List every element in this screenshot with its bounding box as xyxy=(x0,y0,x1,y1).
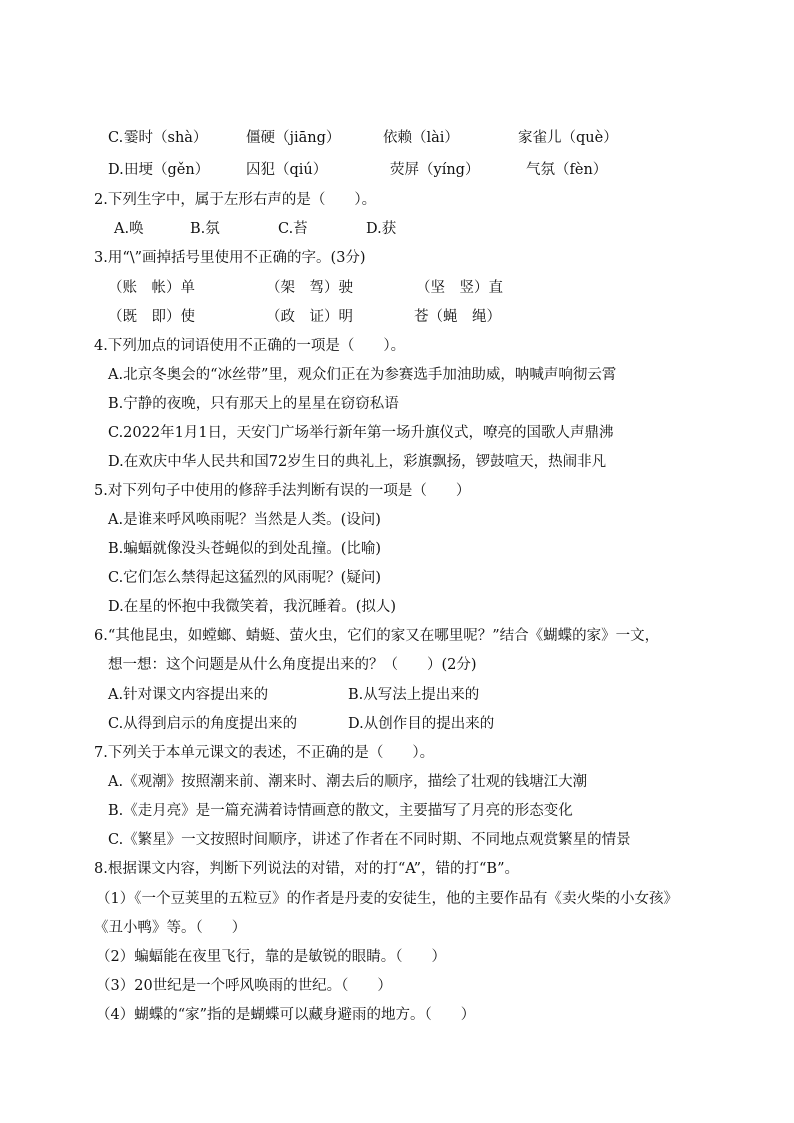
q6-stem-line-1: 6.“其他昆虫，如螳螂、蜻蜓、萤火虫，它们的家又在哪里呢？”结合《蝴蝶的家》一文， xyxy=(94,628,660,644)
q3-row2-item-1: （既 即）使 xyxy=(108,309,195,325)
q7-option-c: C.《繁星》一文按照时间顺序，讲述了作者在不同时期、不同地点观赏繁星的情景 xyxy=(108,832,631,848)
q1-option-d-item-2: 囚犯（qiú） xyxy=(246,162,328,178)
q4-stem: 4.下列加点的词语使用不正确的一项是（ ）。 xyxy=(94,338,406,354)
q4-option-d: D.在欢庆中华人民共和国72岁生日的典礼上，彩旗飘扬，锣鼓喧天，热闹非凡 xyxy=(108,454,607,470)
q6-option-b: B.从写法上提出来的 xyxy=(348,687,480,703)
q8-item-2: （2）蝙蝠能在夜里飞行，靠的是敏锐的眼睛。（ ） xyxy=(96,949,446,965)
q1-option-d-item-1: 田埂（gěn） xyxy=(124,162,210,178)
q1-option-c-item-4: 家雀儿（què） xyxy=(518,130,618,146)
q4-option-c: C.2022年1月1日，天安门广场举行新年第一场升旗仪式，嘹亮的国歌人声鼎沸 xyxy=(108,425,614,441)
q7-stem: 7.下列关于本单元课文的表述，不正确的是（ ）。 xyxy=(94,745,435,761)
q3-row1-item-3: （坚 竖）直 xyxy=(416,280,503,296)
q1-option-d-item-3: 荧屏（yíng） xyxy=(390,162,480,178)
q5-stem: 5.对下列句子中使用的修辞手法判断有误的一项是（ ） xyxy=(94,483,471,499)
q5-option-b: B.蝙蝠就像没头苍蝇似的到处乱撞。(比喻) xyxy=(108,541,382,557)
q3-stem: 3.用“\”画掉括号里使用不正确的字。(3分) xyxy=(94,250,366,266)
q8-item-4: （4）蝴蝶的“家”指的是蝴蝶可以藏身避雨的地方。（ ） xyxy=(96,1007,476,1023)
q8-item-1-line-1: （1）《一个豆荚里的五粒豆》的作者是丹麦的安徒生，他的主要作品有《卖火柴的小女孩》 xyxy=(96,891,678,907)
q2-option-d: D.获 xyxy=(366,221,397,237)
q3-row1-item-2: （架 驾）驶 xyxy=(266,280,353,296)
q6-option-c: C.从得到启示的角度提出来的 xyxy=(108,716,298,732)
q8-stem: 8.根据课文内容，判断下列说法的对错，对的打“A”，错的打“B”。 xyxy=(94,861,519,877)
q1-option-c-item-3: 依赖（lài） xyxy=(383,130,459,146)
q3-row2-item-3: 苍（蝇 绳） xyxy=(414,309,501,325)
q2-option-c: C.苔 xyxy=(278,221,308,237)
q8-item-1-line-2: 《丑小鸭》等。（ ） xyxy=(94,920,247,936)
q6-option-a: A.针对课文内容提出来的 xyxy=(108,687,269,703)
q2-stem: 2.下列生字中，属于左形右声的是（ ）。 xyxy=(94,192,377,208)
q1-option-d-prefix: D. xyxy=(108,162,124,178)
q8-item-3: （3）20世纪是一个呼风唤雨的世纪。（ ） xyxy=(96,978,392,994)
q3-row1-item-1: （账 帐）单 xyxy=(108,280,195,296)
q1-option-d-item-4: 气氛（fèn） xyxy=(526,162,608,178)
q6-option-d: D.从创作目的提出来的 xyxy=(348,716,495,732)
q7-option-a: A.《观潮》按照潮来前、潮来时、潮去后的顺序，描绘了壮观的钱塘江大潮 xyxy=(108,774,588,790)
q3-row2-item-2: （政 证）明 xyxy=(266,309,353,325)
q1-option-c-prefix: C. xyxy=(108,130,124,146)
q2-option-b: B.氛 xyxy=(190,221,220,237)
q4-option-a: A.北京冬奥会的“冰丝带”里，观众们正在为参赛选手加油助威，呐喊声响彻云霄 xyxy=(108,367,617,383)
q2-option-a: A.唤 xyxy=(114,221,144,237)
q1-option-c-item-2: 僵硬（jiāng） xyxy=(246,130,341,146)
q5-option-c: C.它们怎么禁得起这猛烈的风雨呢？(疑问) xyxy=(108,570,381,586)
q7-option-b: B.《走月亮》是一篇充满着诗情画意的散文，主要描写了月亮的形态变化 xyxy=(108,803,573,819)
q4-option-b: B.宁静的夜晚，只有那天上的星星在窃窃私语 xyxy=(108,396,399,412)
q1-option-c-item-1: 霎时（shà） xyxy=(124,130,208,146)
q5-option-a: A.是谁来呼风唤雨呢？当然是人类。(设问) xyxy=(108,512,381,528)
q5-option-d: D.在星的怀抱中我微笑着，我沉睡着。(拟人) xyxy=(108,599,397,615)
q6-stem-line-2: 想一想：这个问题是从什么角度提出来的？（ ）(2分) xyxy=(108,657,477,673)
